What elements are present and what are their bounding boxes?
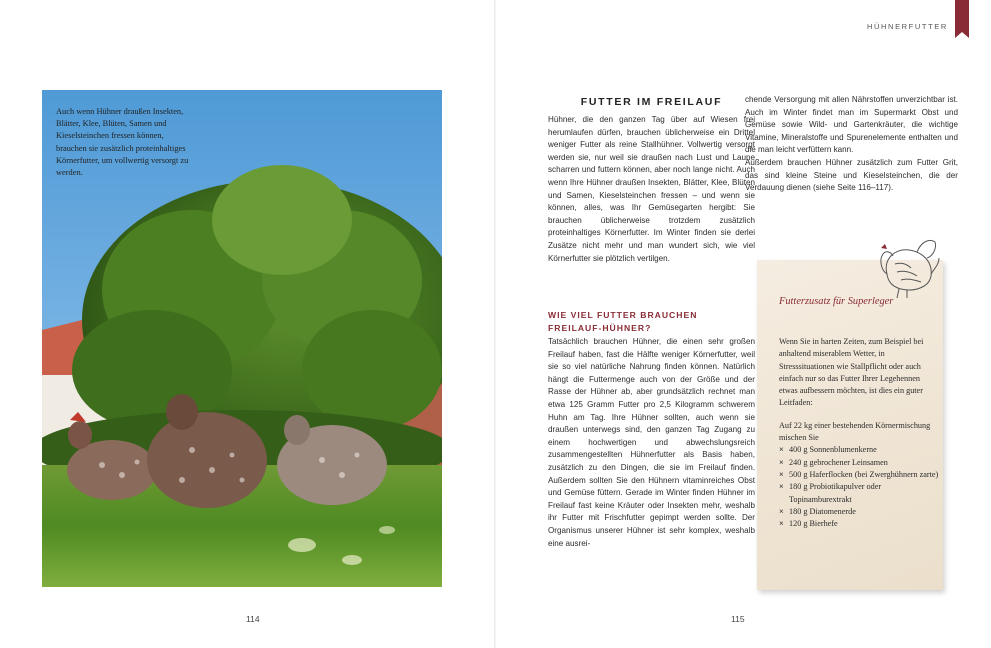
list-item: × 180 g Probiotikapulver oder Topinamburextrakt [779,481,939,506]
body-text-column-1b [548,336,755,550]
card-list-intro: Auf 22 kg einer bestehenden Körnermischung mischen Sie [779,420,931,443]
card-title: Futterzusatz für Superleger [779,296,894,307]
running-header: HÜHNERFUTTER [867,22,948,31]
right-page [495,0,991,648]
paragraph: Außerdem brauchen Hühner zusätzlich zum Futter Grit, das sind kleine Steine und Kieselsteinchen, die der Verdauung dienen (siehe Seite 116–117). [745,157,958,193]
body-text-column-1 [548,114,755,265]
hen-sketch-icon [873,234,941,300]
list-item: × 500 g Haferflocken (bei Zwerghühnern zarte) [779,469,939,481]
left-page [0,0,495,648]
paragraph: Tatsächlich brauchen Hühner, die einen sehr großen Freilauf haben, fast die Hälfte weniger Körnerfutter, weil sie so viel natürliche Nahrung finden können. Natürlich hängt die Futtermenge auch von der Größe und der Rasse der Hühner ab, aber grundsätzlich rechnet man etwa 125 Gramm Futter pro 2,5 Kilogramm schwerem Huhn am Tag. Ihre Hühner sollten, auch wenn sie draußen unterwegs sind, den ganzen Tag Zugang zu einem hochwertigen und abwechslungsreich zusammengestellten Hühnerfutter als Basis haben, zusätzlich zu den Dingen, die sie im Freilauf finden. Außerdem sollten Sie den Hühnern vitaminreiches Obst und Gemüse füttern. Gerade im Winter finden Hühner im Freilauf fast keine Kräuter oder Insekten mehr, weshalb ihr Futter mit Frischfutter gepimpt werden sollte. Der Organismus unserer Hühner ist sehr komplex, weshalb eine ausrei- [548,337,755,548]
bookmark-ribbon-icon [955,0,969,38]
paragraph: chende Versorgung mit allen Nährstoffen unverzichtbar ist. Auch im Winter findet man im Supermarkt Obst und Gemüse sowie Wild- und Gartenkräuter, die wichtige Vitamine, Mineralstoffe und Spurenelemente enthalten und die man leicht verfüttern kann. [745,95,958,155]
subheading: WIE VIEL FUTTER BRAUCHEN FREILAUF-HÜHNER? [548,310,698,333]
card-body [779,336,939,530]
paragraph: Hühner, die den ganzen Tag über auf Wiesen frei herumlaufen dürfen, brauchen üblicherweise ein Drittel weniger Futter als reine Stallhühner. Vollwertig versorgt werden sie, nur weil sie draußen nach Lust und Laune scharren und futtern können, aber noch lange nicht. Auch wenn Ihre Hühner draußen Insekten, Blätter, Klee, Blüten und Samen, Kieselsteinchen fressen – und wenn sie können, alles, was Ihr Gemüsegarten hergibt: Sie brauchen üblicherweise trotzdem zusätzlich proteinhaltiges Körnerfutter. Im Winter finden sie derlei Zusätze nicht mehr und man wundert sich, wie viel Körnerfutter sie plötzlich vertilgen. [548,115,755,263]
page-number-right: 115 [731,614,745,624]
list-item: × 400 g Sonnenblumenkerne [779,444,939,456]
list-item: × 120 g Bierhefe [779,518,939,530]
list-item: × 240 g gebrochener Leinsamen [779,457,939,469]
body-text-column-2 [745,94,958,195]
photo-caption: Auch wenn Hühner draußen Insekten, Blätter, Klee, Blüten, Samen und Kieselsteinchen fressen können, brauchen sie zusätzlich proteinhaltiges Körnerfutter, um vollwertig versorgt zu werden. [56,107,189,178]
page-number-left: 114 [246,614,260,624]
info-card [757,260,943,590]
list-item: × 180 g Diatomenerde [779,506,939,518]
section-title: FUTTER IM FREILAUF [580,96,723,108]
ingredient-list [779,444,939,530]
card-intro: Wenn Sie in harten Zeiten, zum Beispiel bei anhaltend miserablem Wetter, in Stresssituationen wie Stallpflicht oder auch einfach nur so das Futter Ihrer Legehennen etwas aufbessern möchten, ist dies ein guter Leitfaden: [779,337,924,408]
